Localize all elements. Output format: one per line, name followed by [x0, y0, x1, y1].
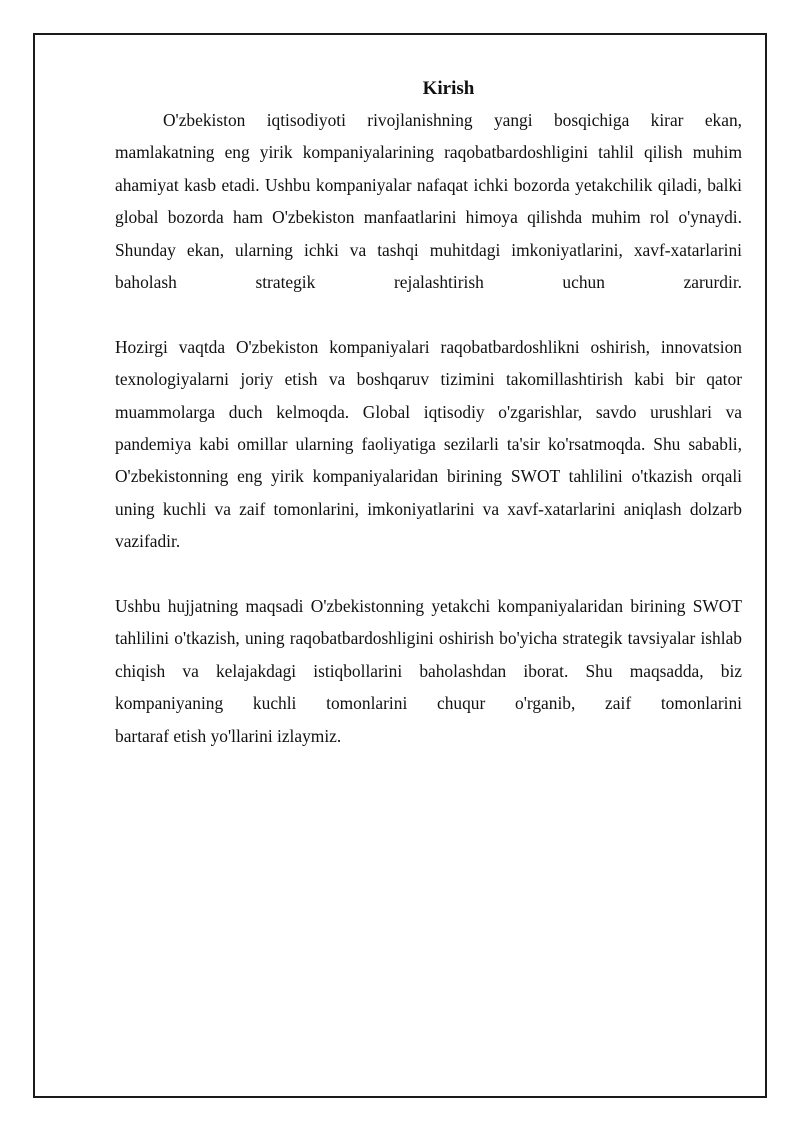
paragraph-intro: O'zbekiston iqtisodiyoti rivojlanishning yangi bosqichiga kirar ekan, mamlakatning eng yirik kompaniyalarining raqobatbardoshligini tahlil qilish muhim ahamiyat kasb etadi. Ushbu kompaniyalar nafaqat ichki bozorda yetakchilik qiladi, balki global bozorda ham O'zbekiston manfaatlarini himoya qilishda muhim rol o'ynaydi. Shunday ekan, ularning ichki va tashqi muhitdagi imkoniyatlarini, xavf-xatarlarini baholash strategik rejalashtirish uchun zarurdir.	[115, 110, 742, 293]
paragraph-challenges: Hozirgi vaqtda O'zbekiston kompaniyalari raqobatbardoshlikni oshirish, innovatsion texnologiyalarni joriy etish va boshqaruv tizimini takomillashtirish kabi bir qator muammolarga duch kelmoqda. Global iqtisodiy o'zgarishlar, savdo urushlari va pandemiya kabi omillar ularning faoliyatiga sezilarli ta'sir ko'rsatmoqda. Shu sababli, O'zbekistonning eng yirik kompaniyalaridan birining SWOT tahlilini o'tkazish orqali uning kuchli va zaif tomonlarini, imkoniyatlarini va xavf-xatarlarini aniqlash dolzarb vazifadir.	[115, 336, 742, 552]
paragraph-gap	[115, 558, 742, 590]
paragraph-gap	[115, 298, 742, 330]
document-body	[115, 74, 742, 752]
paragraph-purpose: Ushbu hujjatning maqsadi O'zbekistonning yetakchi kompaniyalaridan birining SWOT tahlilini o'tkazish, uning raqobatbardoshligini oshirish bo'yicha strategik tavsiyalar ishlab chiqish va kelajakdagi istiqbollarini baholashdan iborat. Shu maqsadda, biz kompaniyaning kuchli tomonlarini chuqur o'rganib, zaif tomonlarini	[115, 596, 742, 714]
document-title: Kirish	[422, 78, 475, 99]
paragraph-purpose-last-line: bartaraf etish yo'llarini izlaymiz.	[115, 725, 342, 746]
